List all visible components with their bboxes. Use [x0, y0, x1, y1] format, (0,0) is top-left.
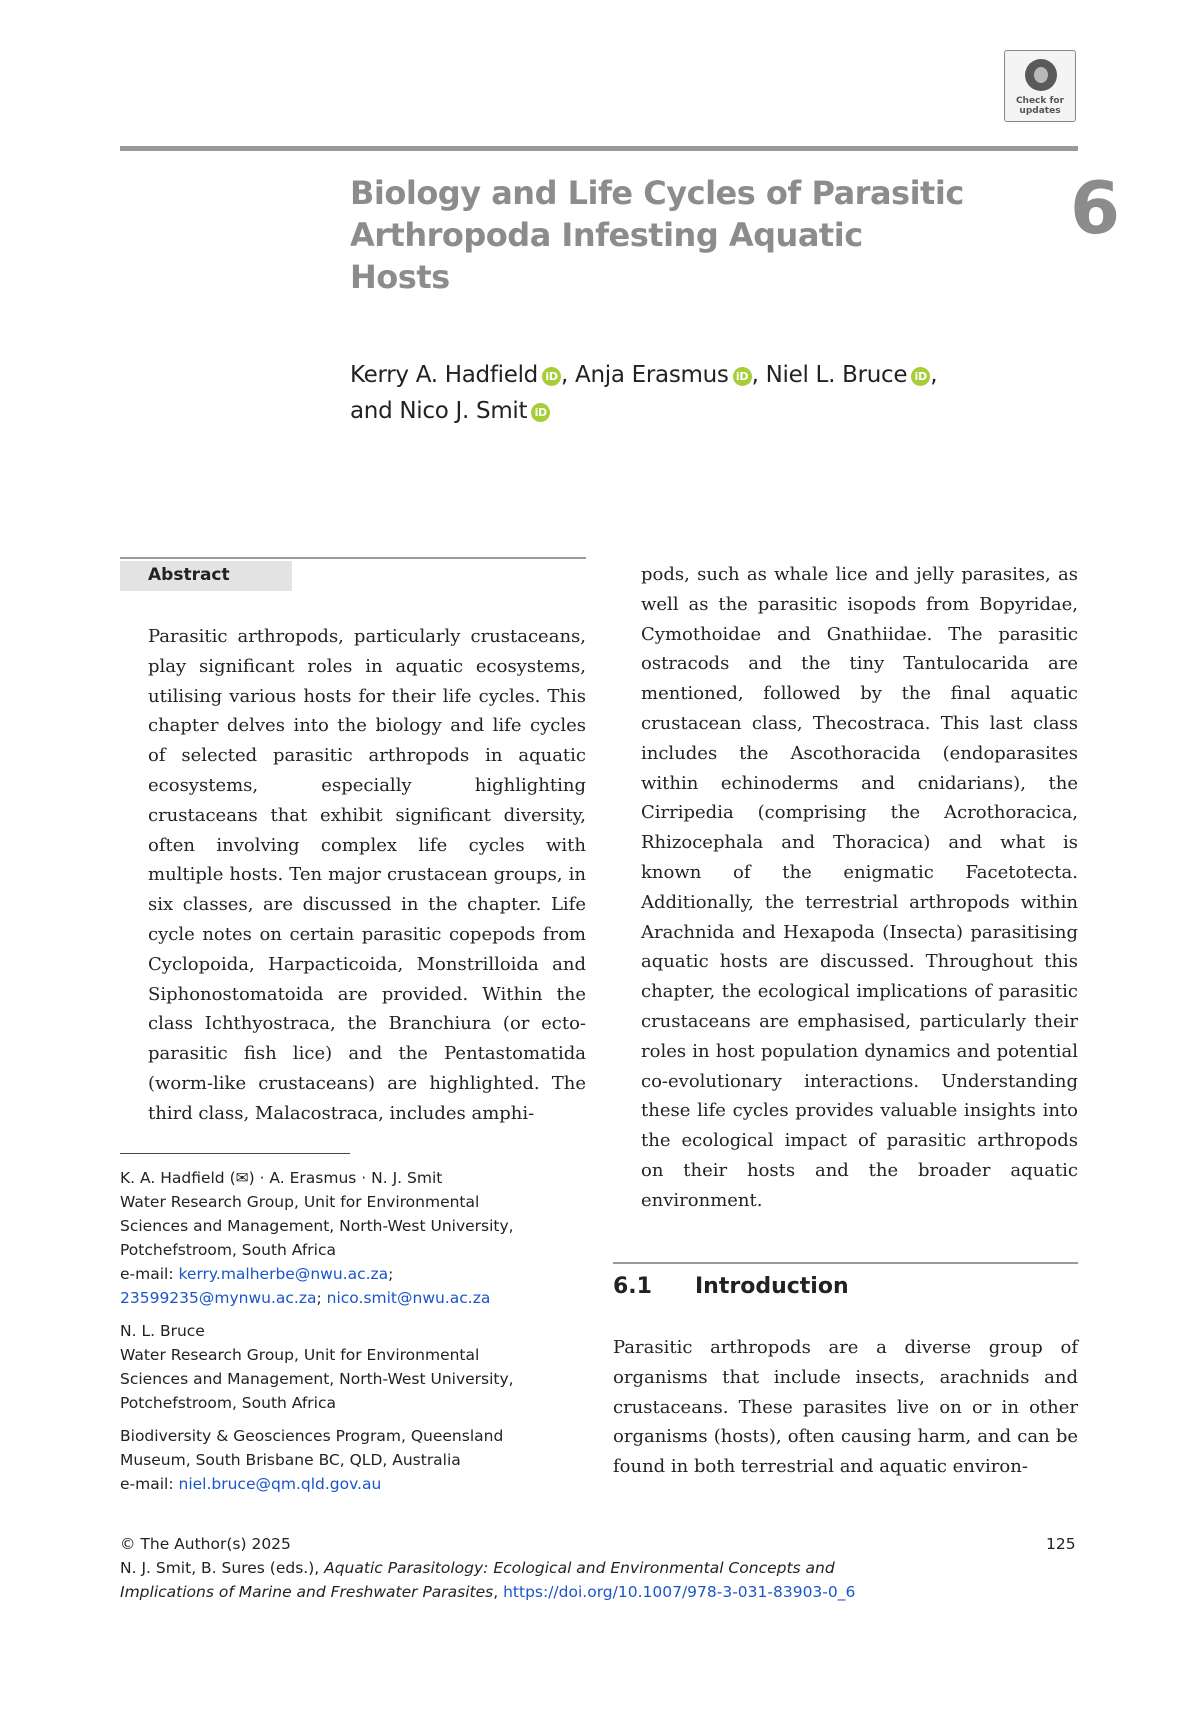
- affiliation-block: [120, 1319, 590, 1415]
- affiliation-line: Biodiversity & Geosciences Program, Queensland: [120, 1427, 504, 1445]
- orcid-icon[interactable]: iD: [911, 367, 930, 386]
- email-label: e-mail:: [120, 1475, 179, 1493]
- email-line: [120, 1472, 590, 1496]
- separator: ;: [388, 1265, 394, 1283]
- affiliation-line: Museum, South Brisbane BC, QLD, Australia: [120, 1451, 461, 1469]
- affiliation-block: [120, 1166, 590, 1310]
- affiliation-line: Potchefstroom, South Africa: [120, 1241, 336, 1259]
- doi-link[interactable]: https://doi.org/10.1007/978-3-031-83903-0_6: [503, 1583, 856, 1601]
- chapter-title-line: Arthropoda Infesting Aquatic: [350, 216, 863, 254]
- abstract-divider: [120, 557, 586, 559]
- orcid-icon[interactable]: iD: [531, 403, 550, 422]
- orcid-icon[interactable]: iD: [733, 367, 752, 386]
- section-title: Introduction: [695, 1274, 849, 1299]
- section-number: 6.1: [613, 1274, 652, 1299]
- chapter-title: [350, 172, 970, 298]
- affiliation-line: Water Research Group, Unit for Environmental: [120, 1193, 480, 1211]
- author-name: Niel L. Bruce: [765, 362, 908, 388]
- email-link[interactable]: nico.smit@nwu.ac.za: [326, 1289, 491, 1307]
- check-for-updates-label: [1005, 96, 1075, 116]
- abstract-paragraph: Parasitic arthropods, particularly crustaceans, play significant roles in aquatic ecosystems, utilising various hosts for their life cycles. This chapter delves into the biology and life cycles of selected parasitic arthropods in aquatic ecosystems, especially highlighting crustaceans that exhibit significant diversity, often involving complex life cycles with multiple hosts. Ten major crustacean groups, in six classes, are discussed in the chapter. Life cycle notes on certain parasitic copepods from Cyclopoida, Harpacticoida, Monstrilloida and Siphonostomatoida are provided. Within the class Ichthyostraca, the Branchiura (or ecto-parasitic fish lice) and the Pentastomatida (worm-like crustaceans) are highlighted. The third class, Malacostraca, includes amphi-: [148, 626, 586, 1124]
- introduction-text: [613, 1333, 1078, 1482]
- badge-label-line1: Check for: [1015, 96, 1065, 106]
- email-link[interactable]: kerry.malherbe@nwu.ac.za: [178, 1265, 389, 1283]
- section-heading: [613, 1272, 849, 1302]
- citation-book-title: Implications of Marine and Freshwater Parasites: [120, 1583, 494, 1601]
- affiliation-line: Sciences and Management, North-West University,: [120, 1217, 514, 1235]
- chapter-title-line: Biology and Life Cycles of Parasitic: [350, 174, 964, 212]
- separator: ;: [316, 1289, 327, 1307]
- author-name: Nico J. Smit: [399, 398, 528, 424]
- email-label: e-mail:: [120, 1265, 179, 1283]
- email-line: [120, 1286, 590, 1310]
- badge-label-line2: updates: [1019, 106, 1061, 116]
- affiliation-line: Sciences and Management, North-West University,: [120, 1370, 514, 1388]
- header-divider: [120, 146, 1078, 151]
- chapter-title-line: Hosts: [350, 258, 450, 296]
- affiliation-line: Potchefstroom, South Africa: [120, 1394, 336, 1412]
- author-list: Kerry A. Hadfield iD , Anja Erasmus iD , Niel L. Bruce iD , and Nico J. Smit iD: [350, 362, 938, 424]
- citation-editors: N. J. Smit, B. Sures (eds.),: [120, 1559, 325, 1577]
- book-citation: [120, 1556, 1060, 1604]
- check-for-updates-badge[interactable]: [1004, 50, 1076, 122]
- copyright-notice: © The Author(s) 2025: [120, 1535, 291, 1553]
- email-line: [120, 1262, 590, 1286]
- citation-book-title: Aquatic Parasitology: Ecological and Environmental Concepts and: [324, 1559, 835, 1577]
- section-divider: [613, 1262, 1078, 1264]
- orcid-icon[interactable]: iD: [542, 367, 561, 386]
- chapter-number: 6: [1070, 166, 1121, 250]
- abstract-paragraph-continued: pods, such as whale lice and jelly parasites, as well as the parasitic isopods from Bopyridae, Cymothoidae and Gnathiidae. The parasitic ostracods and the tiny Tantulocarida are mentioned, followed by the final aquatic crustacean class, Thecostraca. This last class includes the Ascothoracida (endoparasites within echinoderms and cnidarians), the Cirripedia (comprising the Acrothoracica, Rhizocephala and Thoracica) and what is known of the enigmatic Facetotecta. Additionally, the terrestrial arthropods within Arachnida and Hexapoda (Insecta) parasitising aquatic hosts are discussed. Throughout this chapter, the ecological implications of parasitic crustaceans are emphasised, particularly their roles in host population dynamics and potential co-evolutionary interactions. Understanding these life cycles provides valuable insights into the ecological impact of parasitic arthropods on their hosts and the broader aquatic environment.: [641, 564, 1078, 1211]
- introduction-paragraph: Parasitic arthropods are a diverse group of organisms that include insects, arachnids and crustaceans. These parasites live on or in other organisms (hosts), often causing harm, and can be found in both terrestrial and aquatic environ-: [613, 1337, 1078, 1478]
- affiliation-authors: N. L. Bruce: [120, 1322, 205, 1340]
- affiliation-footnotes: [120, 1166, 590, 1505]
- email-link[interactable]: niel.bruce@qm.qld.gov.au: [178, 1475, 382, 1493]
- affiliation-authors: K. A. Hadfield (✉) · A. Erasmus · N. J. Smit: [120, 1169, 443, 1187]
- abstract-heading-box: [120, 561, 292, 591]
- author-name: Kerry A. Hadfield: [350, 362, 538, 388]
- page-number: 125: [1046, 1535, 1076, 1553]
- abstract-heading: Abstract: [148, 565, 230, 585]
- affiliation-block: [120, 1424, 590, 1496]
- footnote-divider: [120, 1153, 350, 1154]
- email-link[interactable]: 23599235@mynwu.ac.za: [120, 1289, 317, 1307]
- separator: ,: [493, 1583, 504, 1601]
- crossmark-icon: [1025, 59, 1057, 91]
- abstract-text-left: [148, 622, 586, 1129]
- author-name: Anja Erasmus: [575, 362, 729, 388]
- author-conjunction: and: [350, 398, 400, 424]
- affiliation-line: Water Research Group, Unit for Environmental: [120, 1346, 480, 1364]
- abstract-text-right: [641, 560, 1078, 1216]
